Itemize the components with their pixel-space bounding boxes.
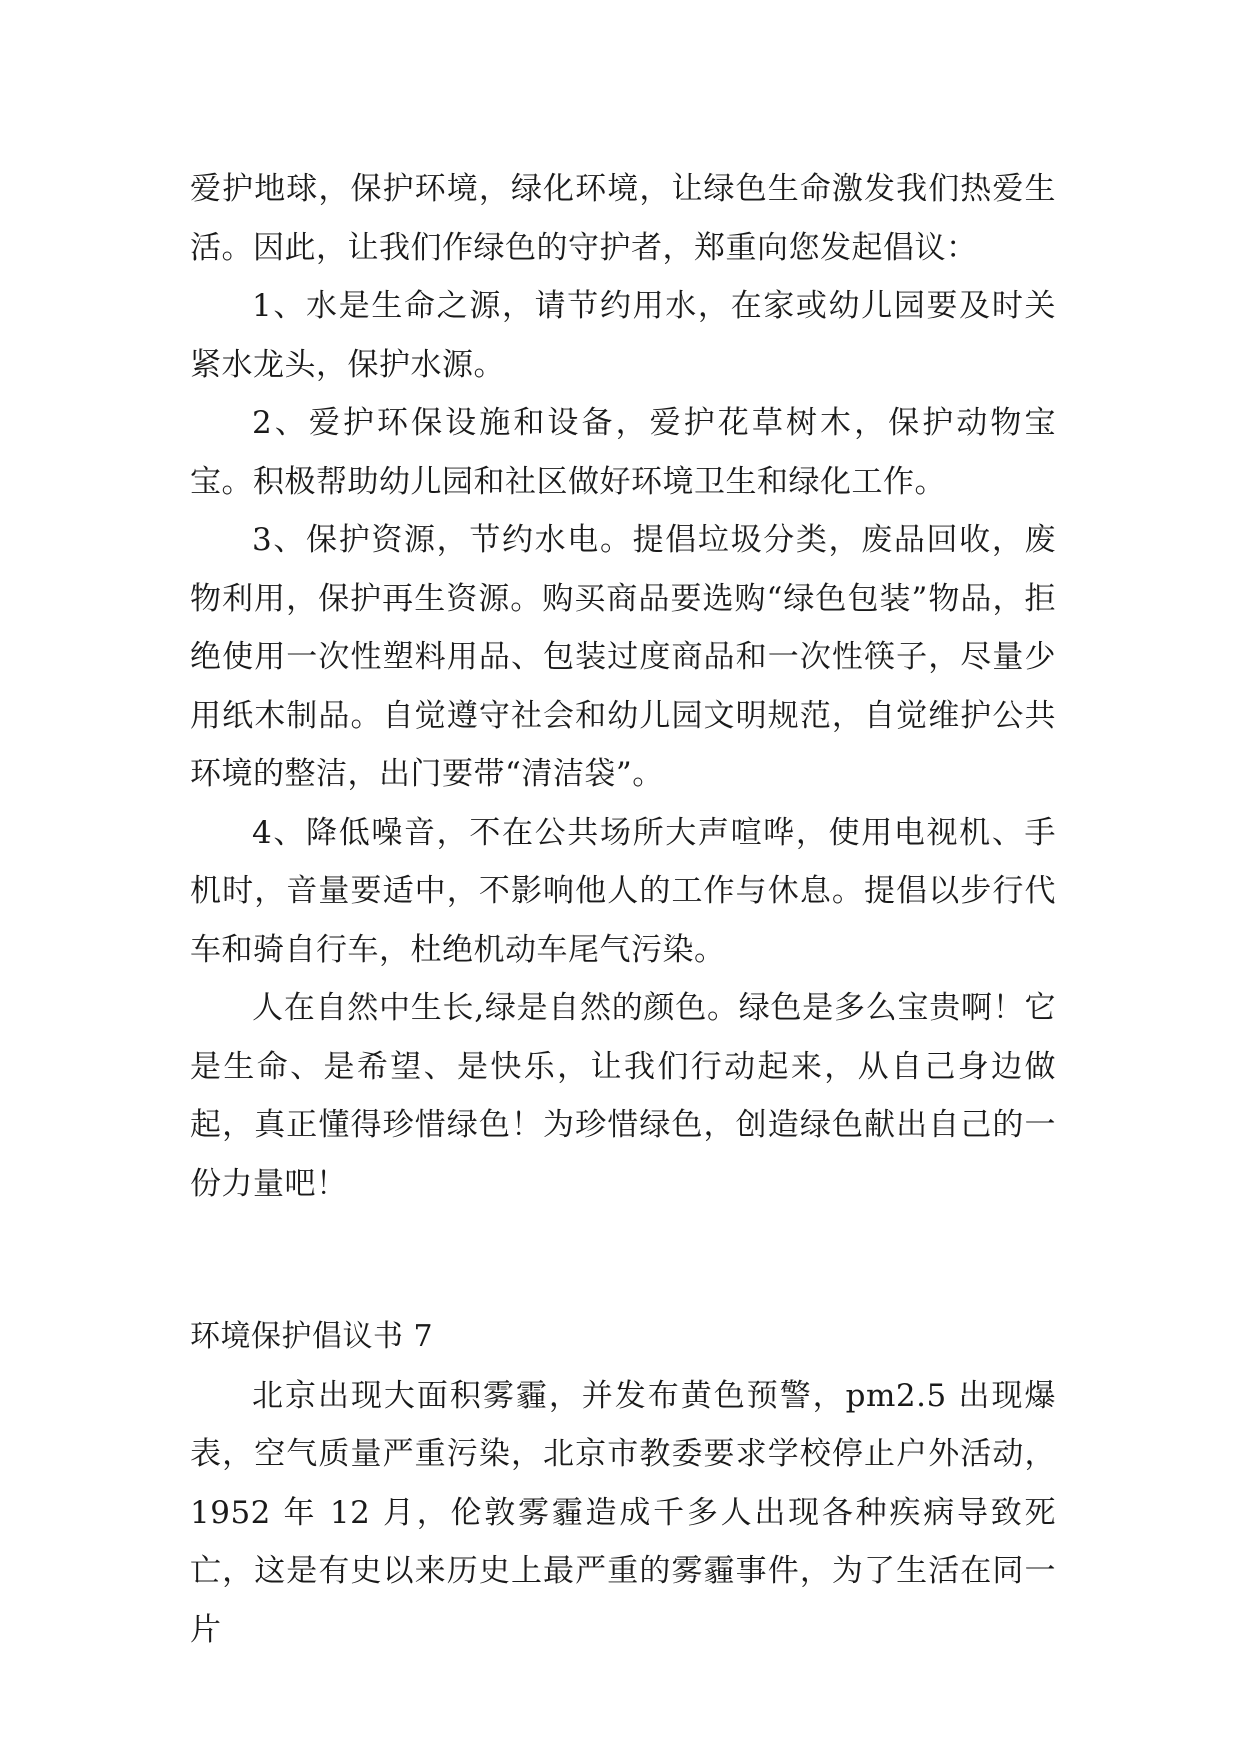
- paragraph-section7-body: 北京出现大面积雾霾，并发布黄色预警，pm2.5 出现爆表，空气质量严重污染，北京市教委要求学校停止户外活动，1952 年 12 月，伦敦雾霾造成千多人出现各种疾病导致死亡，这是有史以来历史上最严重的雾霾事件，为了生活在同一片: [190, 1377, 1056, 1648]
- document-page: [190, 160, 1056, 1659]
- paragraph-intro: 爱护地球，保护环境，绿化环境，让绿色生命激发我们热爱生活。因此，让我们作绿色的守护者，郑重向您发起倡议：: [190, 171, 1056, 266]
- paragraph-item-2: 2、爱护环保设施和设备，爱护花草树木，保护动物宝宝。积极帮助幼儿园和社区做好环境卫生和绿化工作。: [190, 405, 1056, 500]
- paragraph-item-4: 4、降低噪音，不在公共场所大声喧哗，使用电视机、手机时，音量要适中，不影响他人的工作与休息。提倡以步行代车和骑自行车，杜绝机动车尾气污染。: [190, 814, 1056, 968]
- section-spacer: [190, 1213, 1056, 1308]
- paragraph-item-1: 1、水是生命之源，请节约用水，在家或幼儿园要及时关紧水龙头，保护水源。: [190, 288, 1056, 383]
- paragraph-closing: 人在自然中生长,绿是自然的颜色。绿色是多么宝贵啊！它是生命、是希望、是快乐，让我们行动起来，从自己身边做起，真正懂得珍惜绿色！为珍惜绿色，创造绿色献出自己的一份力量吧！: [190, 990, 1056, 1202]
- section-heading: 环境保护倡议书 7: [190, 1319, 434, 1354]
- paragraph-item-3: 3、保护资源，节约水电。提倡垃圾分类，废品回收，废物利用，保护再生资源。购买商品要选购“绿色包装”物品，拒绝使用一次性塑料用品、包装过度商品和一次性筷子，尽量少用纸木制品。自觉遵守社会和幼儿园文明规范，自觉维护公共环境的整洁，出门要带“清洁袋”。: [190, 522, 1056, 792]
